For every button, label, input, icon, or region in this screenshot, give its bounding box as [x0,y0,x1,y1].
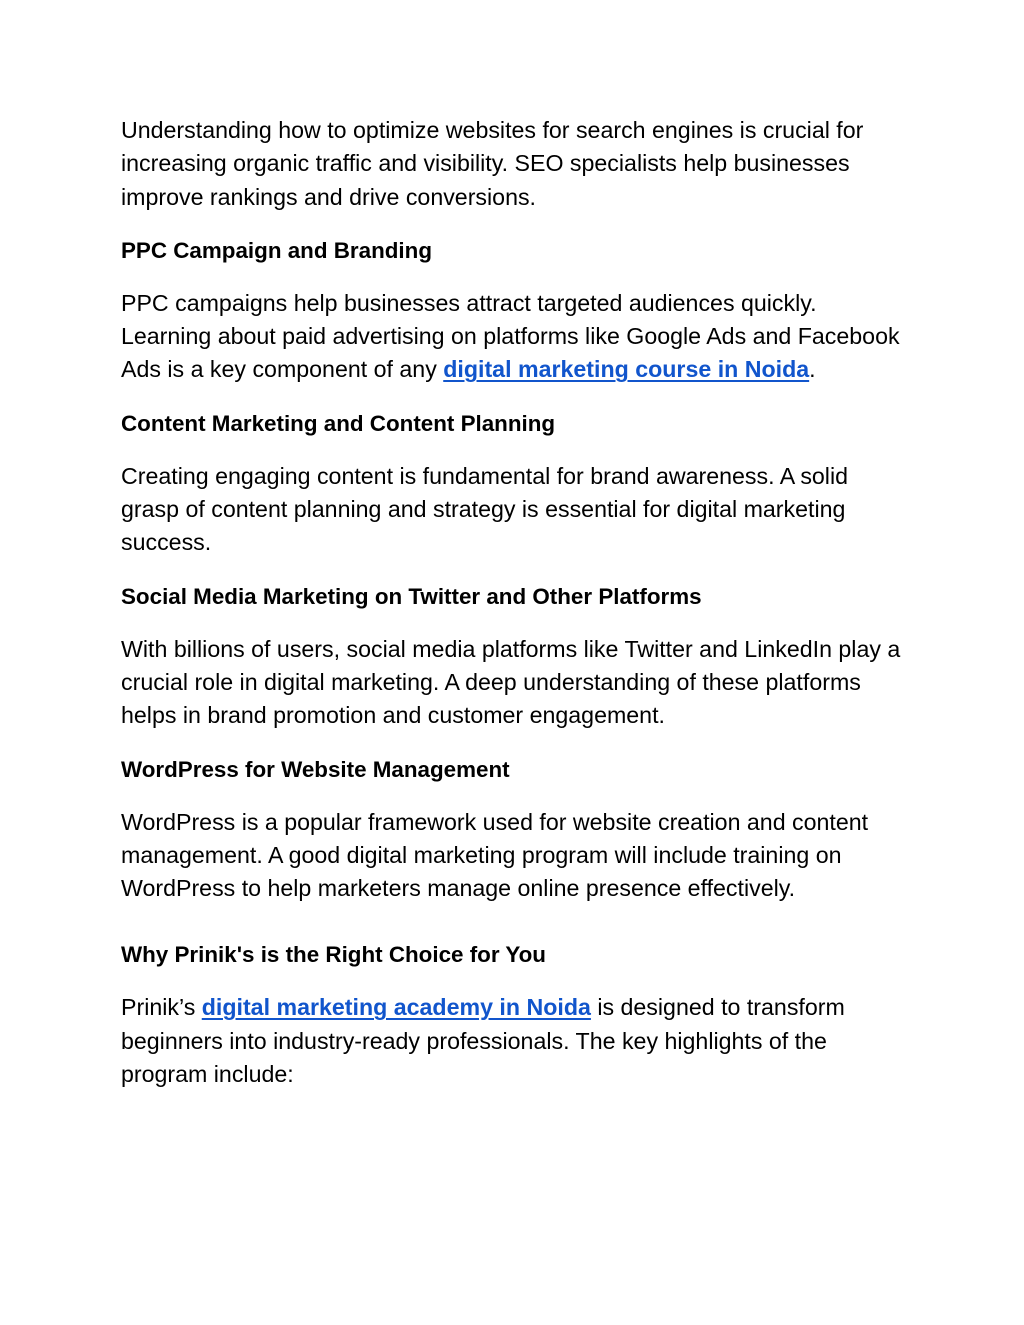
digital-marketing-course-link[interactable]: digital marketing course in Noida [443,356,810,383]
paragraph-ppc-end: . [809,356,816,383]
paragraph-wordpress: WordPress is a popular framework used for website creation and content management. A good digital marketing program will include training on WordPress to help marketers manage online presence effectively. [121,808,869,902]
heading-content-marketing: Content Marketing and Content Planning [121,410,556,436]
paragraph-social-media: With billions of users, social media platforms like Twitter and LinkedIn play a crucial role in digital marketing. A deep understanding of these platforms helps in brand promotion and customer engagement. [121,635,901,729]
heading-social-media: Social Media Marketing on Twitter and Other Platforms [121,583,702,609]
heading-wordpress: WordPress for Website Management [121,756,510,782]
intro-paragraph: Understanding how to optimize websites for search engines is crucial for increasing organic traffic and visibility. SEO specialists help businesses improve rankings and drive conversions. [121,117,864,210]
paragraph-why-prinik-text: is designed to transform beginners into industry-ready professionals. The key highlights of the program include: [121,994,845,1088]
heading-why-prinik: Why Prinik's is the Right Choice for You [121,942,546,968]
digital-marketing-academy-link[interactable]: digital marketing academy in Noida [201,994,591,1021]
document-page [121,114,901,1091]
heading-ppc: PPC Campaign and Branding [121,237,433,263]
paragraph-why-prinik [121,991,901,1091]
paragraph-why-prinik-start: Prinik’s [121,994,202,1021]
paragraph-ppc-text: PPC campaigns help businesses attract targeted audiences quickly. Learning about paid advertising on platforms like Google Ads and Facebook Ads is a key component of any [121,289,900,383]
paragraph-ppc [121,287,901,387]
paragraph-content-marketing: Creating engaging content is fundamental for brand awareness. A solid grasp of content planning and strategy is essential for digital marketing success. [121,462,849,556]
